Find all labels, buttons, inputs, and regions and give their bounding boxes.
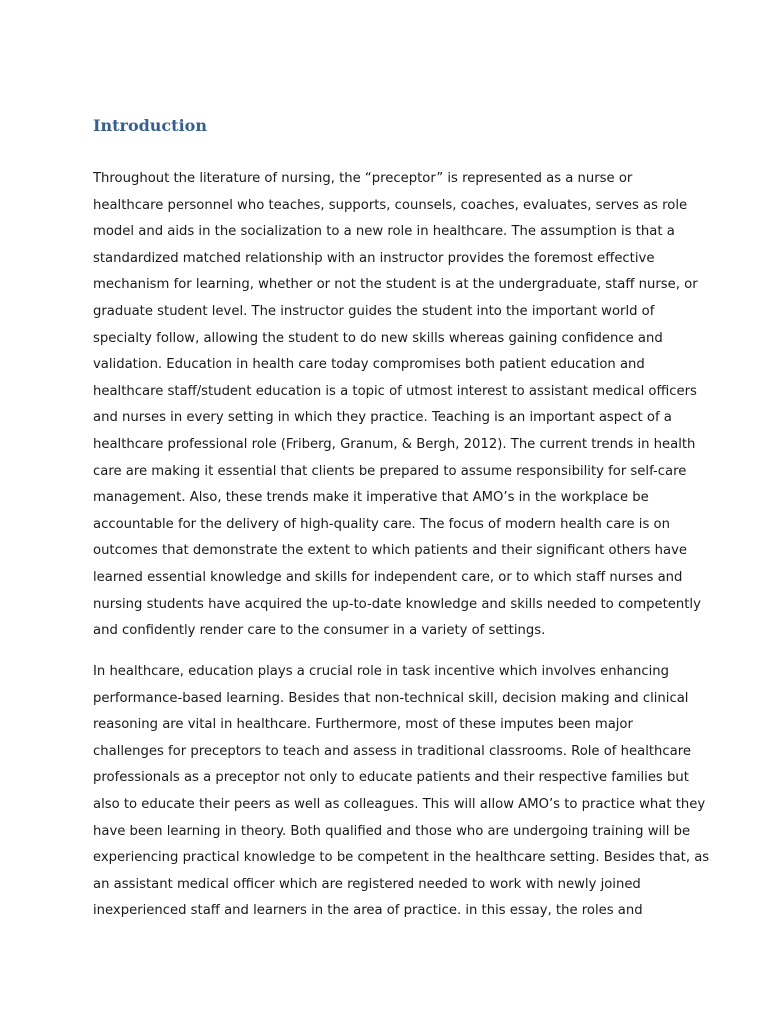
- text-line: In healthcare, education plays a crucial role in task incentive which involves enhancing: [93, 664, 669, 679]
- text-line: experiencing practical knowledge to be competent in the healthcare setting. Besides that, as: [93, 850, 710, 866]
- text-line: mechanism for learning, whether or not the student is at the undergraduate, staff nurse, or: [93, 277, 698, 293]
- text-line: learned essential knowledge and skills for independent care, or to which staff nurses and: [93, 569, 683, 585]
- text-line: outcomes that demonstrate the extent to which patients and their significant others have: [93, 543, 688, 559]
- text-line: and confidently render care to the consumer in a variety of settings.: [93, 623, 546, 639]
- text-line: also to educate their peers as well as colleagues. This will allow AMO’s to practice what they: [93, 796, 706, 812]
- text-line: validation. Education in health care today compromises both patient education and: [93, 357, 645, 373]
- text-line: performance-based learning. Besides that non-technical skill, decision making and clinical: [93, 690, 689, 706]
- text-line: challenges for preceptors to teach and assess in traditional classrooms. Role of healthcare: [93, 743, 691, 759]
- text-line: an assistant medical officer which are registered needed to work with newly joined: [93, 876, 641, 892]
- paragraph-1: [93, 166, 701, 645]
- text-line: and nurses in every setting in which they practice. Teaching is an important aspect of a: [93, 410, 672, 426]
- text-line: reasoning are vital in healthcare. Furthermore, most of these imputes been major: [93, 717, 633, 733]
- text-line: inexperienced staff and learners in the area of practice. in this essay, the roles and: [93, 903, 643, 919]
- text-line: care are making it essential that clients be prepared to assume responsibility for self-care: [93, 463, 687, 479]
- text-line: healthcare staff/student education is a topic of utmost interest to assistant medical officers: [93, 383, 697, 399]
- text-line: nursing students have acquired the up-to-date knowledge and skills needed to competently: [93, 596, 701, 612]
- text-line: graduate student level. The instructor guides the student into the important world of: [93, 303, 655, 319]
- text-line: model and aids in the socialization to a new role in healthcare. The assumption is that a: [93, 224, 675, 240]
- text-line: healthcare personnel who teaches, supports, counsels, coaches, evaluates, serves as role: [93, 197, 688, 213]
- text-line: accountable for the delivery of high-quality care. The focus of modern health care is on: [93, 516, 670, 532]
- text-line: specialty follow, allowing the student to do new skills whereas gaining confidence and: [93, 330, 663, 346]
- text-line: Throughout the literature of nursing, the “preceptor” is represented as a nurse or: [93, 171, 633, 186]
- section-heading: Introduction: [93, 116, 207, 135]
- text-line: management. Also, these trends make it imperative that AMO’s in the workplace be: [93, 490, 649, 506]
- text-line: have been learning in theory. Both qualified and those who are undergoing training will be: [93, 823, 691, 839]
- text-line: healthcare professional role (Friberg, Granum, & Bergh, 2012). The current trends in health: [93, 436, 696, 452]
- text-line: standardized matched relationship with an instructor provides the foremost effective: [93, 250, 655, 266]
- text-line: professionals as a preceptor not only to educate patients and their respective families but: [93, 770, 689, 786]
- paragraph-2: [93, 659, 710, 925]
